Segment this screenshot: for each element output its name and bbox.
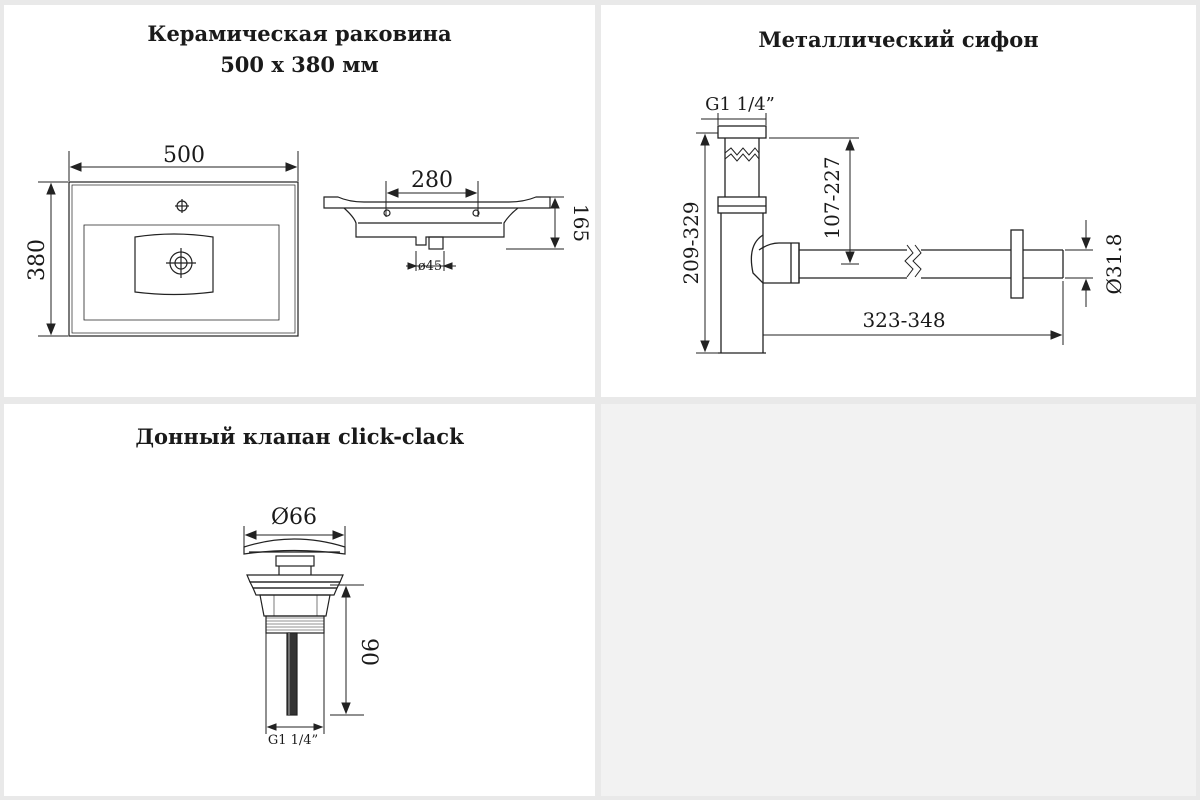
sink-bowl-label: 280 [411,168,453,193]
siphon-branch-dimension [769,138,859,264]
sink-title-line2: 500 х 380 мм [220,52,379,77]
siphon-drawing [601,5,1196,397]
siphon-branch-label: 107-227 [820,156,844,240]
valve-title: Донный клапан click-clack [135,424,464,449]
valve-cap-label: Ø66 [270,505,318,530]
siphon-diameter-label: Ø31.8 [1102,233,1126,295]
siphon-thread-label: G1 1/4” [705,94,775,115]
valve-body [244,539,345,715]
siphon-height-label: 209-329 [679,201,703,285]
siphon-panel [601,5,1196,397]
valve-panel [4,404,595,796]
siphon-diameter-dimension [1065,220,1093,307]
valve-height-label: 90 [356,638,381,666]
siphon-title: Металлический сифон [758,27,1039,52]
sink-side-view [324,197,550,249]
valve-thread-label: G1 1/4” [267,733,319,748]
sink-height-label: 380 [25,239,50,281]
sink-depth-label: 165 [569,203,593,243]
sink-drawing [4,5,595,397]
sink-drain-label: ø45 [417,259,443,274]
sink-panel [4,5,595,397]
valve-drawing [4,404,595,796]
empty-panel [601,404,1196,796]
siphon-length-label: 323-348 [862,308,946,332]
sink-width-label: 500 [163,143,205,168]
sink-depth-dimension [506,197,564,249]
sink-top-view [69,182,298,336]
sink-title-line1: Керамическая раковина [147,21,452,46]
